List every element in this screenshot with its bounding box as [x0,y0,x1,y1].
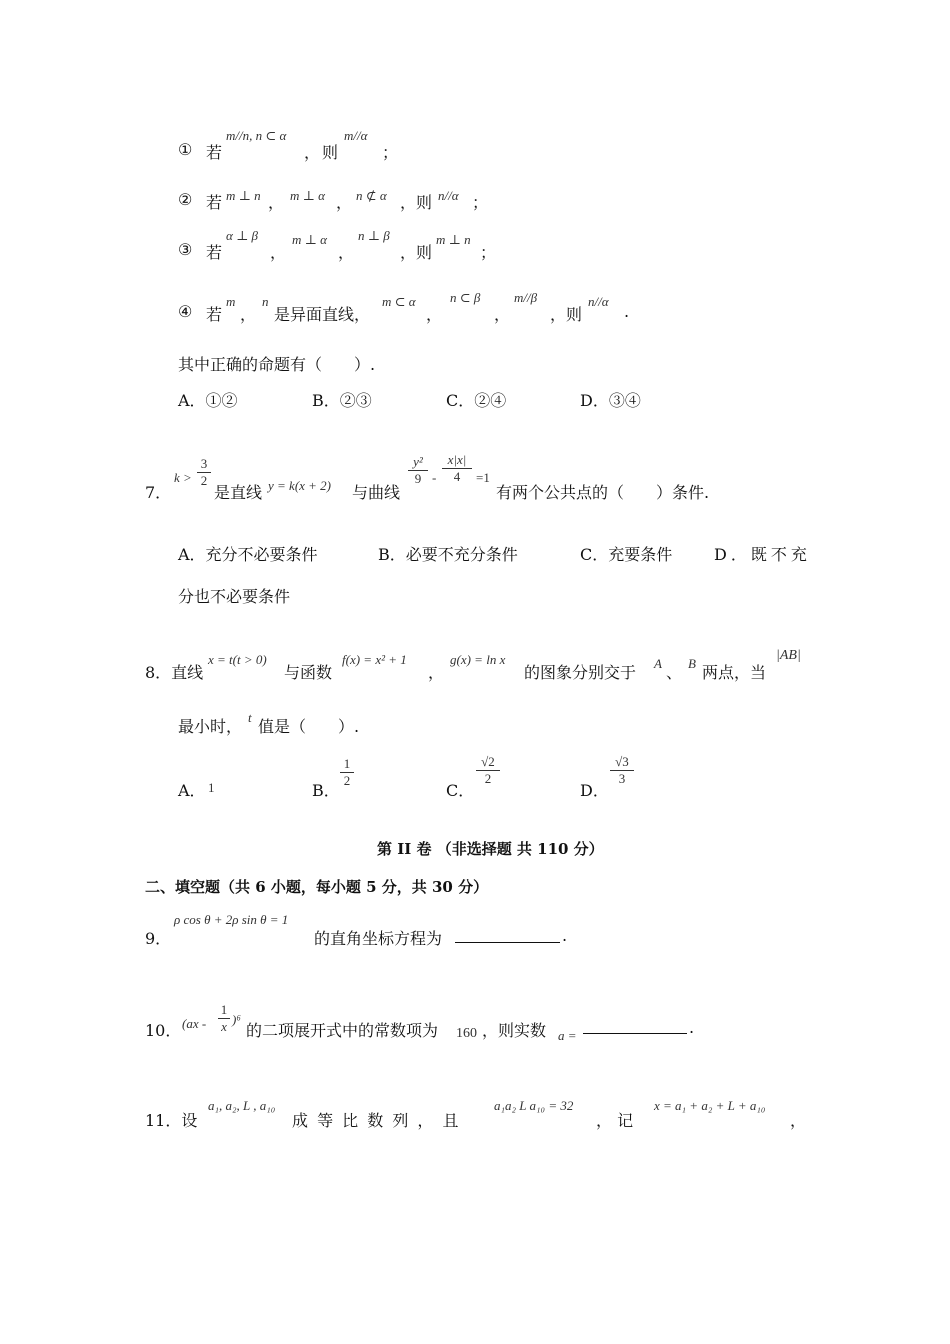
var-n: n [262,294,269,309]
denominator: 2 [484,771,492,786]
end-punct: . [562,926,568,945]
item-number: ① [178,140,193,159]
numerator: 3 [200,456,208,471]
q6-question: 其中正确的命题有（ ）. [178,355,376,374]
sep-1: ， [270,243,287,262]
sequence: a₁, a₂, L , a₁₀ [208,1098,276,1113]
item-number: ④ [178,302,193,321]
denominator: 2 [343,773,351,788]
ruo-text: 若 [206,143,223,162]
cond-1: α ⊥ β [226,228,259,243]
end-punct: ； [382,143,399,162]
denominator: 9 [414,471,422,486]
fraction-3-2 [197,456,211,489]
numerator: √2 [481,754,495,769]
sep-0: ， [240,305,257,324]
question-number: 7． [145,483,172,502]
denominator: x [221,1019,227,1034]
option-d-continued: 分也不必要条件 [178,587,291,606]
fraction-xabsx-4 [442,452,472,485]
option-c: C．充要条件 [580,545,673,564]
minus-sign: - [432,470,437,485]
text-value: 值是（ ）. [258,717,360,736]
sep-1: ， [426,305,443,324]
text-minimum: 最小时， [178,717,243,736]
text-function: 与函数 [284,663,333,682]
equals-one: =1 [476,470,490,485]
numerator: x|x| [447,452,467,467]
sep-1: ， [268,193,285,212]
option-c-fraction [476,754,500,787]
item-number: ② [178,190,193,209]
option-a-label: A． [178,781,206,800]
point-b: B [688,656,696,671]
separator: ， [304,143,321,162]
conclusion: n//α [588,294,609,309]
var-t: t [248,710,252,725]
polar-equation: ρ cos θ + 2ρ sin θ = 1 [174,912,289,927]
end-punct: ； [480,243,497,262]
f-function: f(x) = x² + 1 [342,652,407,667]
option-b-label: B． [312,781,340,800]
cond-2: n ⊂ β [450,290,481,305]
ab-length: |AB| [776,648,801,663]
binomial-close: )⁶ [232,1012,241,1027]
text-real-number: ，则实数 [482,1021,547,1040]
numerator: 1 [343,756,351,771]
text-denote: ， 记 [596,1111,634,1130]
question-number: 10． [145,1021,182,1040]
option-c: C．②④ [446,391,507,410]
numerator: y² [413,454,423,469]
answer-blank[interactable] [583,1033,687,1034]
end-punct: ； [472,193,489,212]
end-punct: ， [790,1111,807,1130]
answer-blank[interactable] [455,942,560,943]
option-b-fraction [340,756,354,789]
fraction-1-x [218,1002,230,1035]
option-d-label: D． [580,781,609,800]
binomial-open: (ax - [182,1016,207,1031]
cond-1: m ⊥ n [226,188,261,203]
cond-3: n ⊄ α [356,188,387,203]
text-condition: 有两个公共点的（ ）条件. [496,483,710,502]
question-number: 9． [145,929,172,948]
fraction-y2-9 [408,454,428,487]
line-equation: x = t(t > 0) [208,652,267,667]
option-b: B．必要不充分条件 [378,545,518,564]
question-text: 的直角坐标方程为 [314,929,443,948]
sep-2: ， [338,243,355,262]
text-intersect: 的图象分别交于 [524,663,637,682]
g-function: g(x) = ln x [450,652,506,667]
var-a: a = [558,1028,577,1043]
ruo-text: 若 [206,305,223,324]
text-line: 是直线 [214,483,263,502]
ze-text: 则 [322,143,339,162]
item-number: ③ [178,240,193,259]
cond-2: m ⊥ α [290,188,325,203]
numerator: 1 [220,1002,228,1017]
denominator: 4 [453,469,461,484]
dun-hao: 、 [666,663,683,682]
skew-lines-text: 是异面直线， [274,305,371,324]
k-condition: k > [174,470,192,485]
part-heading: 二、填空题（共 6 小题，每小题 5 分，共 30 分） [145,878,489,896]
option-b: B．②③ [312,391,372,410]
sep-3: ，则 [400,193,433,212]
cond-3: n ⊥ β [358,228,390,243]
option-c-label: C． [446,781,475,800]
option-a: A．①② [178,391,238,410]
end-punct: . [624,302,630,321]
text-two-points: 两点，当 [702,663,767,682]
condition-math: m//n, n ⊂ α [226,128,287,143]
sep-3: ，则 [400,243,433,262]
denominator: 3 [618,771,626,786]
ruo-text: 若 [206,243,223,262]
option-a-value: 1 [208,780,215,795]
option-d-fraction [610,754,634,787]
numerator: √3 [615,754,629,769]
sep: ， [428,663,445,682]
cond-2: m ⊥ α [292,232,327,247]
text-geometric: 成 等 比 数 列 ， 且 [292,1111,461,1130]
section-title: 第 II 卷 （非选择题 共 110 分） [377,840,604,858]
conclusion-math: m//α [344,128,368,143]
sep-3: ，则 [550,305,583,324]
sep-2: ， [336,193,353,212]
question-number: 11．设 [145,1111,198,1130]
option-a: A．充分不必要条件 [178,545,318,564]
sep-2: ， [494,305,511,324]
cond-3: m//β [514,290,538,305]
constant-value: 160 [456,1026,477,1041]
conclusion: m ⊥ n [436,232,471,247]
option-d: D．③④ [580,391,641,410]
denominator: 2 [200,473,208,488]
product-equation: a₁a₂ L a₁₀ = 32 [494,1098,574,1113]
question-number: 8．直线 [145,663,204,682]
text-curve: 与曲线 [352,483,401,502]
option-d: D．既不充 [714,545,811,564]
var-m: m [226,294,236,309]
ruo-text: 若 [206,193,223,212]
line-equation: y = k(x + 2) [268,478,332,493]
point-a: A [654,656,662,671]
sum-equation: x = a₁ + a₂ + L + a₁₀ [654,1098,766,1113]
text-constant-term: 的二项展开式中的常数项为 [246,1021,439,1040]
end-punct: . [689,1018,695,1037]
conclusion: n//α [438,188,459,203]
cond-1: m ⊂ α [382,294,416,309]
